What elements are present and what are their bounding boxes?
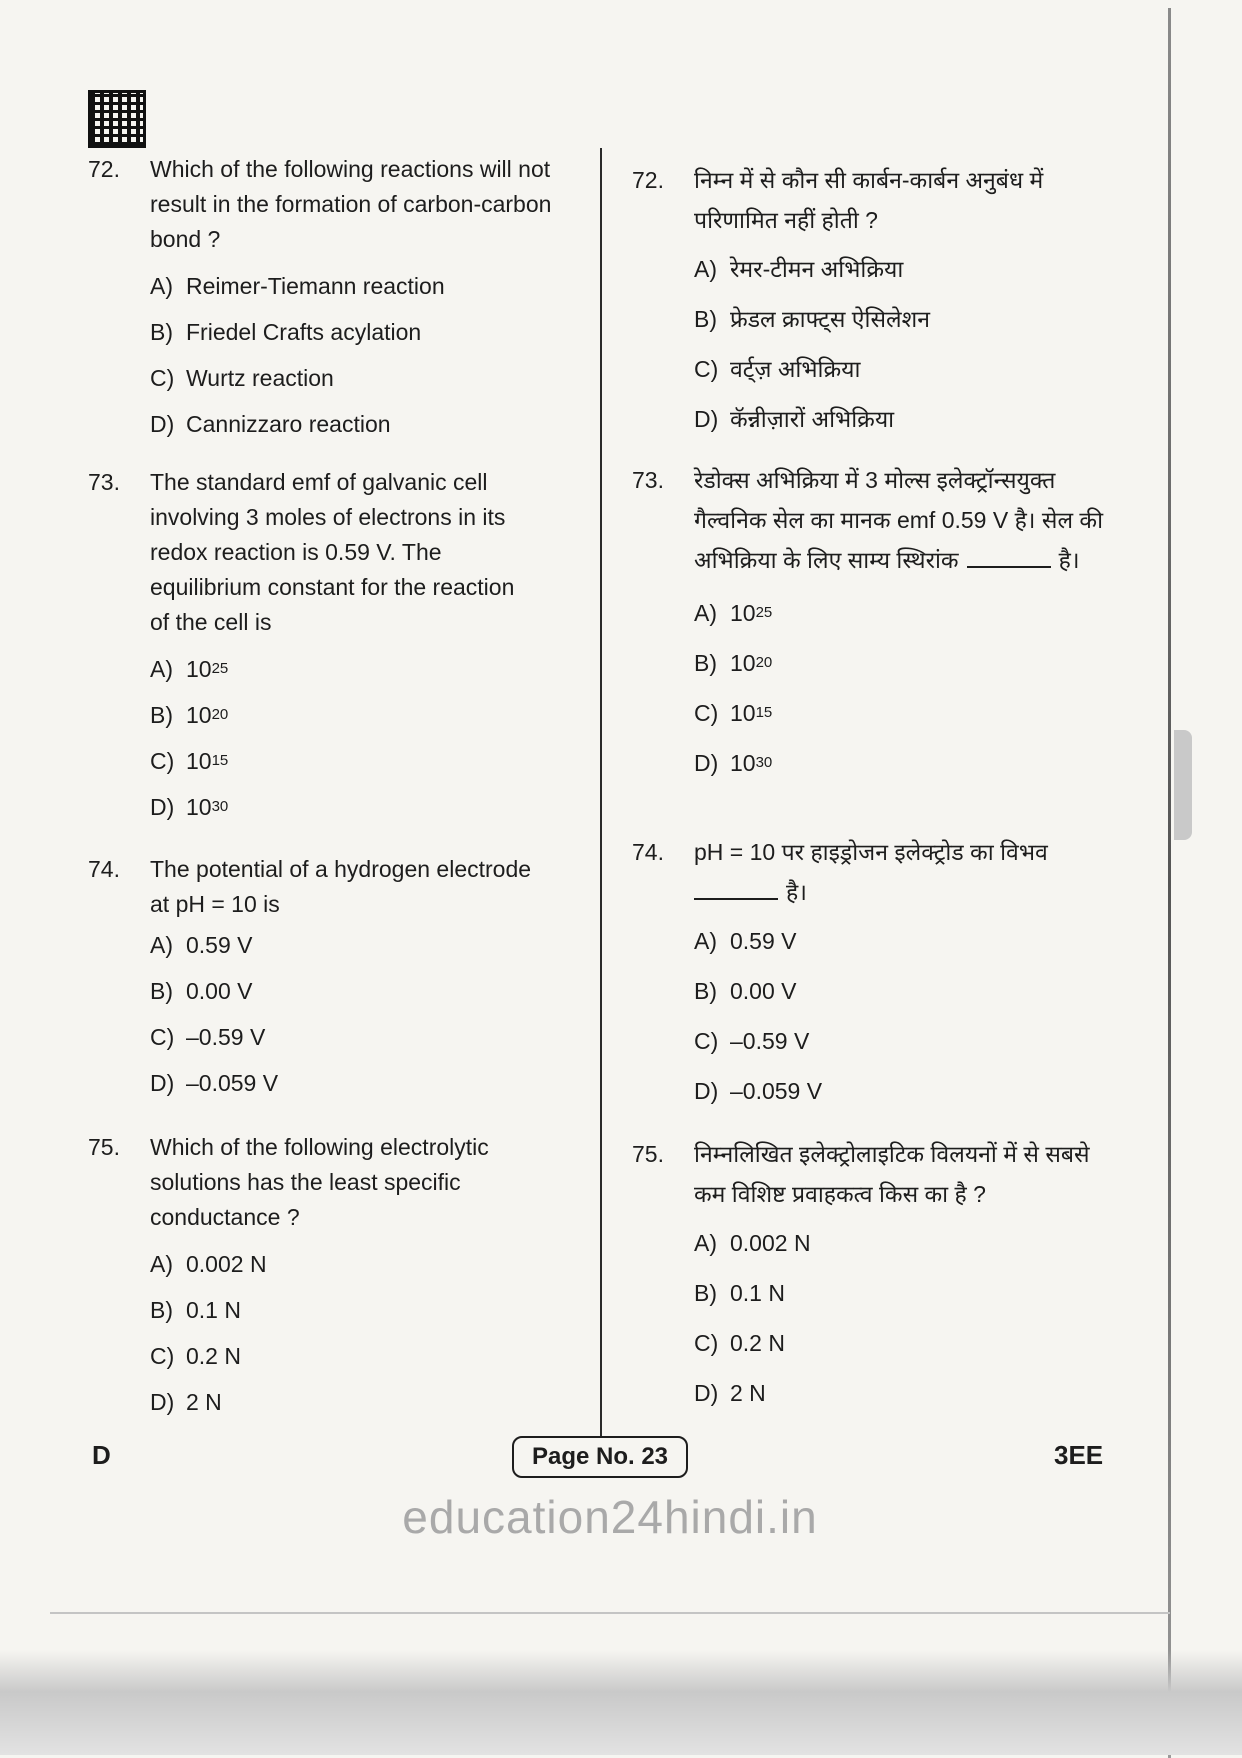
question-text-line: redox reaction is 0.59 V. The <box>150 539 442 565</box>
series-code: D <box>92 1440 111 1470</box>
question-73-hi <box>632 460 1132 788</box>
question-text-line: है। <box>694 872 1132 912</box>
answer-blank <box>694 898 778 900</box>
watermark: education24hindi.in <box>402 1491 818 1543</box>
question-number: 73. <box>88 469 120 495</box>
option-b: B) 0.00 V <box>694 978 797 1004</box>
option-c: C) 10 15 <box>150 747 229 774</box>
option-d: D) 10 30 <box>694 750 773 776</box>
question-number: 72. <box>88 156 120 182</box>
column-divider <box>600 148 602 1448</box>
question-text-line: at pH = 10 is <box>150 891 280 917</box>
question-text-line: The standard emf of galvanic cell <box>150 469 488 495</box>
question-text-line: bond ? <box>150 226 221 252</box>
question-text-line: गैल्वनिक सेल का मानक emf 0.59 V है। सेल की <box>694 507 1104 533</box>
question-text-line: कम विशिष्ट प्रवाहकत्व किस का है ? <box>694 1181 986 1207</box>
question-number: 74. <box>88 856 120 882</box>
question-number: 72. <box>632 167 664 193</box>
qr-code <box>88 90 146 148</box>
scan-shadow <box>0 1650 1242 1755</box>
option-c: C) –0.59 V <box>150 1023 266 1050</box>
question-75-en <box>88 1130 588 1425</box>
question-73-en <box>88 465 588 830</box>
option-b: B) 0.1 N <box>694 1280 785 1306</box>
option-b: B) 0.00 V <box>150 977 253 1004</box>
option-c: C) 0.2 N <box>150 1342 241 1369</box>
question-text-line: रेडोक्स अभिक्रिया में 3 मोल्स इलेक्ट्रॉन्सयुक्त <box>694 467 1056 493</box>
question-text-line: परिणामित नहीं होती ? <box>694 207 878 233</box>
option-a: A) 10 25 <box>694 600 773 626</box>
option-d: D) Cannizzaro reaction <box>150 410 391 437</box>
question-number: 75. <box>88 1134 120 1160</box>
question-text-line: निम्न में से कौन सी कार्बन-कार्बन अनुबंध में <box>694 167 1044 193</box>
question-text-line: Which of the following electrolytic <box>150 1134 489 1160</box>
option-d: D) कॅन्नीज़ारों अभिक्रिया <box>694 406 895 432</box>
option-a: A) 0.002 N <box>150 1250 267 1277</box>
option-a: A) रेमर-टीमन अभिक्रिया <box>694 256 904 282</box>
question-74-en <box>88 852 588 1106</box>
question-75-hi <box>632 1134 1132 1418</box>
question-number: 74. <box>632 839 664 865</box>
option-d: D) 2 N <box>694 1380 766 1406</box>
question-text-line: conductance ? <box>150 1204 300 1230</box>
option-c: C) वर्ट्ज़ अभिक्रिया <box>694 356 861 382</box>
option-b: B) 10 20 <box>694 650 773 676</box>
option-a: A) 10 25 <box>150 655 229 682</box>
question-text-line: equilibrium constant for the reaction <box>150 574 515 600</box>
option-a: A) Reimer-Tiemann reaction <box>150 272 445 299</box>
option-a: A) 0.59 V <box>150 931 253 958</box>
question-text-line: Which of the following reactions will not <box>150 156 551 182</box>
question-text-line: solutions has the least specific <box>150 1169 461 1195</box>
question-text-line: pH = 10 पर हाइड्रोजन इलेक्ट्रोड का विभव <box>694 839 1048 865</box>
option-d: D) 10 30 <box>150 793 229 820</box>
exam-code: 3EE <box>1054 1440 1104 1470</box>
option-d: D) –0.059 V <box>694 1078 823 1104</box>
option-b: B) फ्रेडल क्राफ्ट्स ऐसिलेशन <box>694 306 931 332</box>
bottom-rule <box>50 1612 1170 1614</box>
option-b: B) 10 20 <box>150 701 229 728</box>
option-c: C) 10 15 <box>694 700 773 726</box>
question-text-line: of the cell is <box>150 609 272 635</box>
option-c: C) –0.59 V <box>694 1028 810 1054</box>
answer-blank <box>967 566 1051 568</box>
question-text-line: The potential of a hydrogen electrode <box>150 856 532 882</box>
question-number: 73. <box>632 467 664 493</box>
option-b: B) Friedel Crafts acylation <box>150 318 422 345</box>
question-text-line: involving 3 moles of electrons in its <box>150 504 506 530</box>
question-text-line: result in the formation of carbon-carbon <box>150 191 552 217</box>
question-72-hi <box>632 160 1132 444</box>
question-text-line: अभिक्रिया के लिए साम्य स्थिरांक है। <box>694 547 1080 573</box>
question-72-en <box>88 152 588 447</box>
option-d: D) 2 N <box>150 1388 222 1415</box>
question-74-hi <box>632 832 1132 1116</box>
option-d: D) –0.059 V <box>150 1069 279 1096</box>
question-number: 75. <box>632 1141 664 1167</box>
option-a: A) 0.002 N <box>694 1230 811 1256</box>
option-a: A) 0.59 V <box>694 928 797 954</box>
page-number-box: Page No. 23 <box>512 1436 688 1478</box>
option-b: B) 0.1 N <box>150 1296 241 1323</box>
sheet-tab <box>1174 730 1192 840</box>
sheet-edge <box>1168 8 1171 1758</box>
option-c: C) Wurtz reaction <box>150 364 334 391</box>
question-text-line: निम्नलिखित इलेक्ट्रोलाइटिक विलयनों में से सबसे <box>694 1141 1090 1167</box>
option-c: C) 0.2 N <box>694 1330 785 1356</box>
